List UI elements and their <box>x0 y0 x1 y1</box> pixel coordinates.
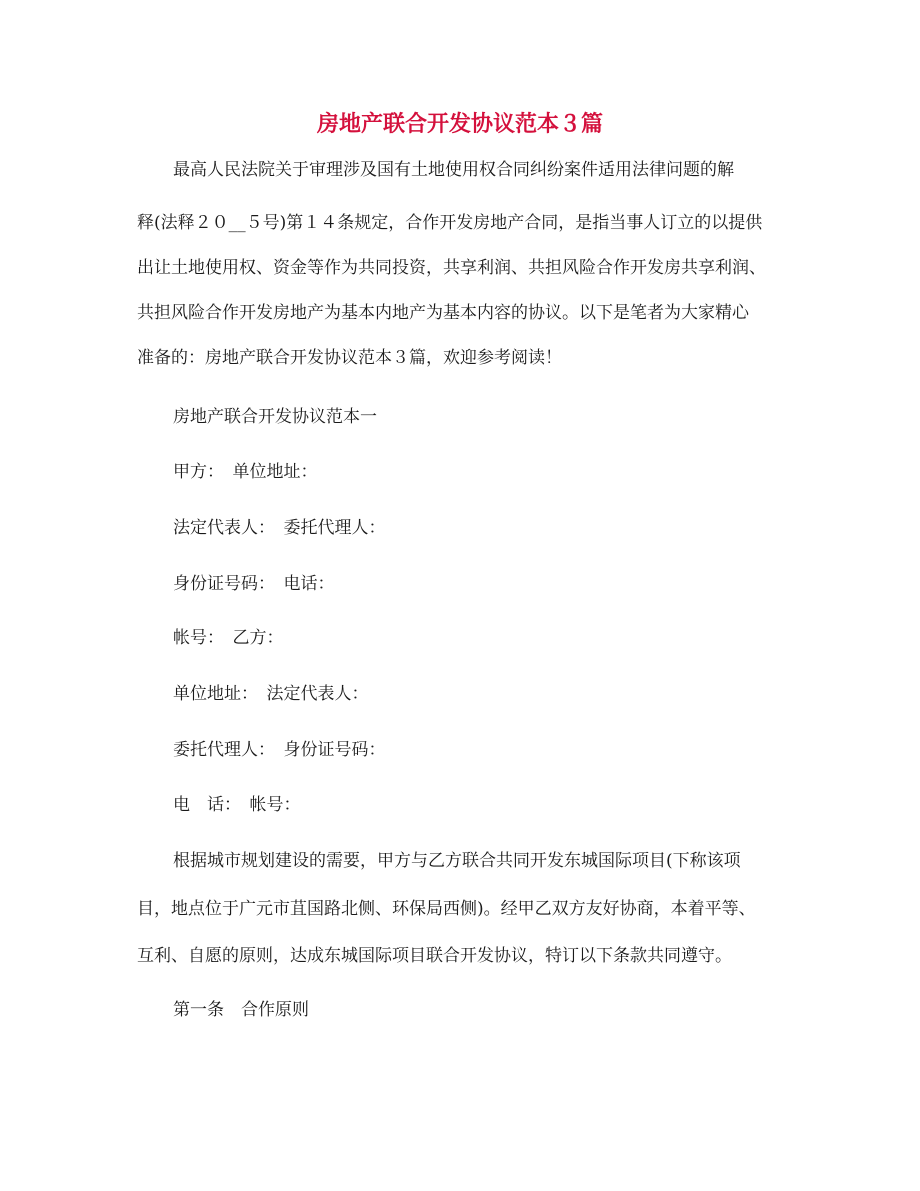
field-line: 委托代理人： 身份证号码： <box>173 740 386 760</box>
field-line: 帐号： 乙方： <box>173 628 284 648</box>
field-line: 甲方： 单位地址： <box>173 462 318 482</box>
paragraph-line: 根据城市规划建设的需要，甲方与乙方联合共同开发东城国际项目(下称该项 <box>173 851 741 871</box>
paragraph-line: 目，地点位于广元市苴国路北侧、环保局西侧)。经甲乙双方友好协商，本着平等、 <box>137 899 756 919</box>
paragraph-line: 准备的：房地产联合开发协议范本３篇，欢迎参考阅读！ <box>137 348 562 368</box>
paragraph-line: 出让土地使用权、资金等作为共同投资，共享利润、共担风险合作开发房共享利润、 <box>137 258 766 278</box>
document-title: 房地产联合开发协议范本３篇 <box>316 112 603 137</box>
field-line: 法定代表人： 委托代理人： <box>173 518 386 538</box>
article-heading: 第一条 合作原则 <box>173 1000 309 1020</box>
paragraph-line: 释(法释２０__５号)第１４条规定，合作开发房地产合同，是指当事人订立的以提供 <box>137 213 763 233</box>
field-line: 电 话： 帐号： <box>173 795 301 815</box>
paragraph-line: 互利、自愿的原则，达成东城国际项目联合开发协议，特订以下条款共同遵守。 <box>137 946 732 966</box>
paragraph-line: 最高人民法院关于审理涉及国有土地使用权合同纠纷案件适用法律问题的解 <box>173 160 734 180</box>
field-line: 单位地址： 法定代表人： <box>173 684 369 704</box>
paragraph-line: 共担风险合作开发房地产为基本内地产为基本内容的协议。以下是笔者为大家精心 <box>137 303 749 323</box>
section-heading: 房地产联合开发协议范本一 <box>173 407 377 427</box>
field-line: 身份证号码： 电话： <box>173 574 335 594</box>
